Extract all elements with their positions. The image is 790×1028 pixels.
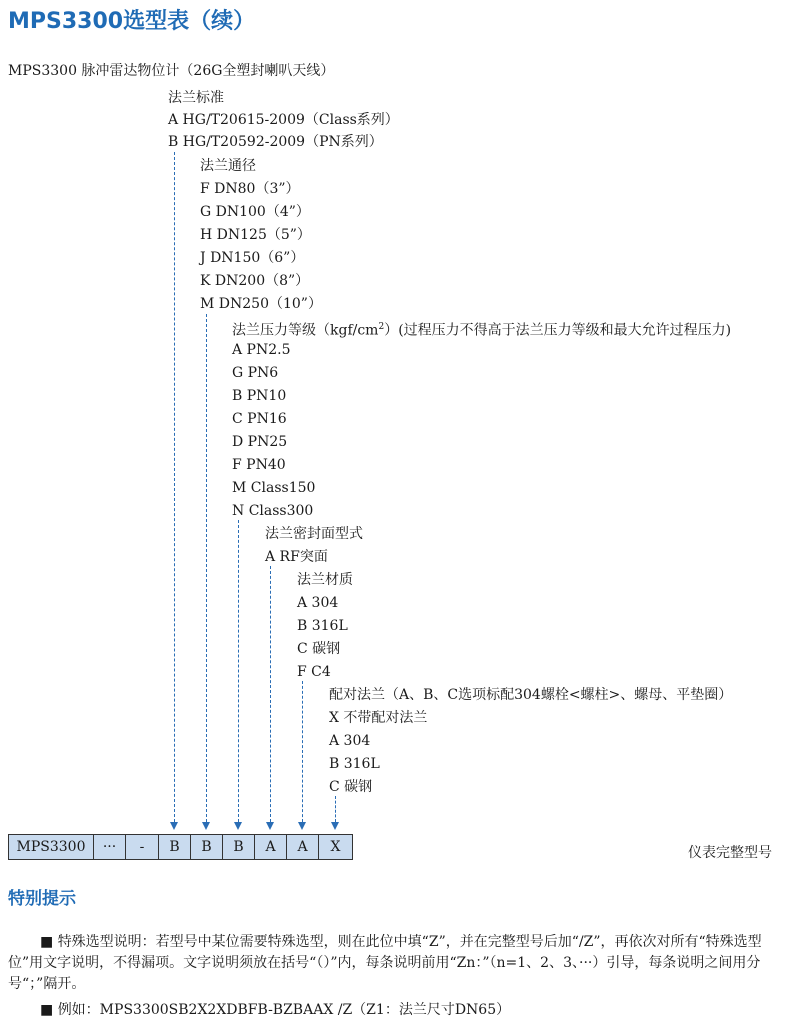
model-code-cell: A [287, 835, 319, 860]
model-code-table [8, 834, 353, 860]
model-code-cell: - [126, 835, 159, 860]
flange-size-option: H DN125（5”） [200, 227, 311, 243]
mating-flange-option: B 316L [329, 756, 380, 772]
mating-flange-heading: 配对法兰（A、B、C选项标配304螺栓<螺柱>、螺母、平垫圈） [329, 687, 733, 703]
pressure-option: N Class300 [232, 503, 314, 519]
flange-standard-option: B HG/T20592-2009（PN系列） [168, 134, 383, 150]
arrow-down-icon [202, 822, 210, 830]
mating-flange-option: X 不带配对法兰 [329, 710, 428, 726]
pressure-heading: 法兰压力等级$(kgf/cm^2)$(过程压力不得高于法兰压力等级和最大允许过程压力) [232, 322, 732, 339]
arrow-down-icon [298, 822, 306, 830]
material-option: A 304 [297, 595, 339, 611]
page-title: MPS3300选型表（续） [8, 9, 256, 34]
pressure-option: B PN10 [232, 388, 287, 404]
material-heading: 法兰材质 [297, 572, 353, 588]
flange-standard-option: A HG/T20615-2009（Class系列） [168, 112, 399, 128]
notes-example: ■ 例如：MPS3300SB2X2XDBFB-BZBAAX /Z（Z1：法兰尺寸DN65） [40, 1002, 511, 1018]
pressure-option: G PN6 [232, 365, 279, 381]
bullet-icon: ■ [40, 934, 54, 950]
pressure-option: M Class150 [232, 480, 316, 496]
mating-flange-option: A 304 [329, 733, 371, 749]
material-option: C 碳钢 [297, 641, 341, 657]
guide-line [335, 796, 336, 822]
bullet-icon: ■ [40, 1002, 54, 1018]
guide-line [238, 520, 239, 822]
guide-line [174, 152, 175, 822]
guide-line [270, 566, 271, 822]
mating-flange-option: C 碳钢 [329, 779, 373, 795]
pressure-option: A PN2.5 [232, 342, 291, 358]
model-code-cell: A [255, 835, 287, 860]
model-code-cell: ··· [94, 835, 126, 860]
flange-size-option: M DN250（10”） [200, 296, 322, 312]
model-code-cell: B [159, 835, 191, 860]
seal-face-option: A RF突面 [265, 549, 328, 565]
arrow-down-icon [234, 822, 242, 830]
material-option: F C4 [297, 664, 331, 680]
flange-size-heading: 法兰通径 [200, 158, 256, 174]
model-code-cell: B [191, 835, 223, 860]
model-code-cell: B [223, 835, 255, 860]
arrow-down-icon [266, 822, 274, 830]
model-code-cell: X [319, 835, 353, 860]
arrow-down-icon [170, 822, 178, 830]
flange-standard-heading: 法兰标准 [168, 90, 224, 106]
guide-line [302, 681, 303, 822]
model-code-cell: MPS3300 [9, 835, 94, 860]
flange-size-option: F DN80（3”） [200, 181, 300, 197]
guide-line [206, 314, 207, 822]
flange-size-option: G DN100（4”） [200, 204, 310, 220]
flange-size-option: K DN200（8”） [200, 273, 310, 289]
arrow-down-icon [331, 822, 339, 830]
pressure-option: F PN40 [232, 457, 286, 473]
model-label: 仪表完整型号 [688, 845, 772, 861]
pressure-option: C PN16 [232, 411, 287, 427]
seal-face-heading: 法兰密封面型式 [265, 526, 363, 542]
product-line: MPS3300 脉冲雷达物位计（26G全塑封喇叭天线） [8, 63, 335, 79]
notes-paragraph: ■ 特殊选型说明：若型号中某位需要特殊选型，则在此位中填“Z”，并在完整型号后加“/Z”，再依次对所有“特殊选型位”用文字说明，不得漏项。文字说明须放在括号“（）”内，每条说明前用“Zn：”（n=1、2、3、···）引导，每条说明之间用分号“；”隔开。 [8, 934, 762, 992]
flange-size-option: J DN150（6”） [200, 250, 305, 266]
material-option: B 316L [297, 618, 348, 634]
pressure-option: D PN25 [232, 434, 288, 450]
notes-title: 特别提示 [8, 889, 76, 909]
